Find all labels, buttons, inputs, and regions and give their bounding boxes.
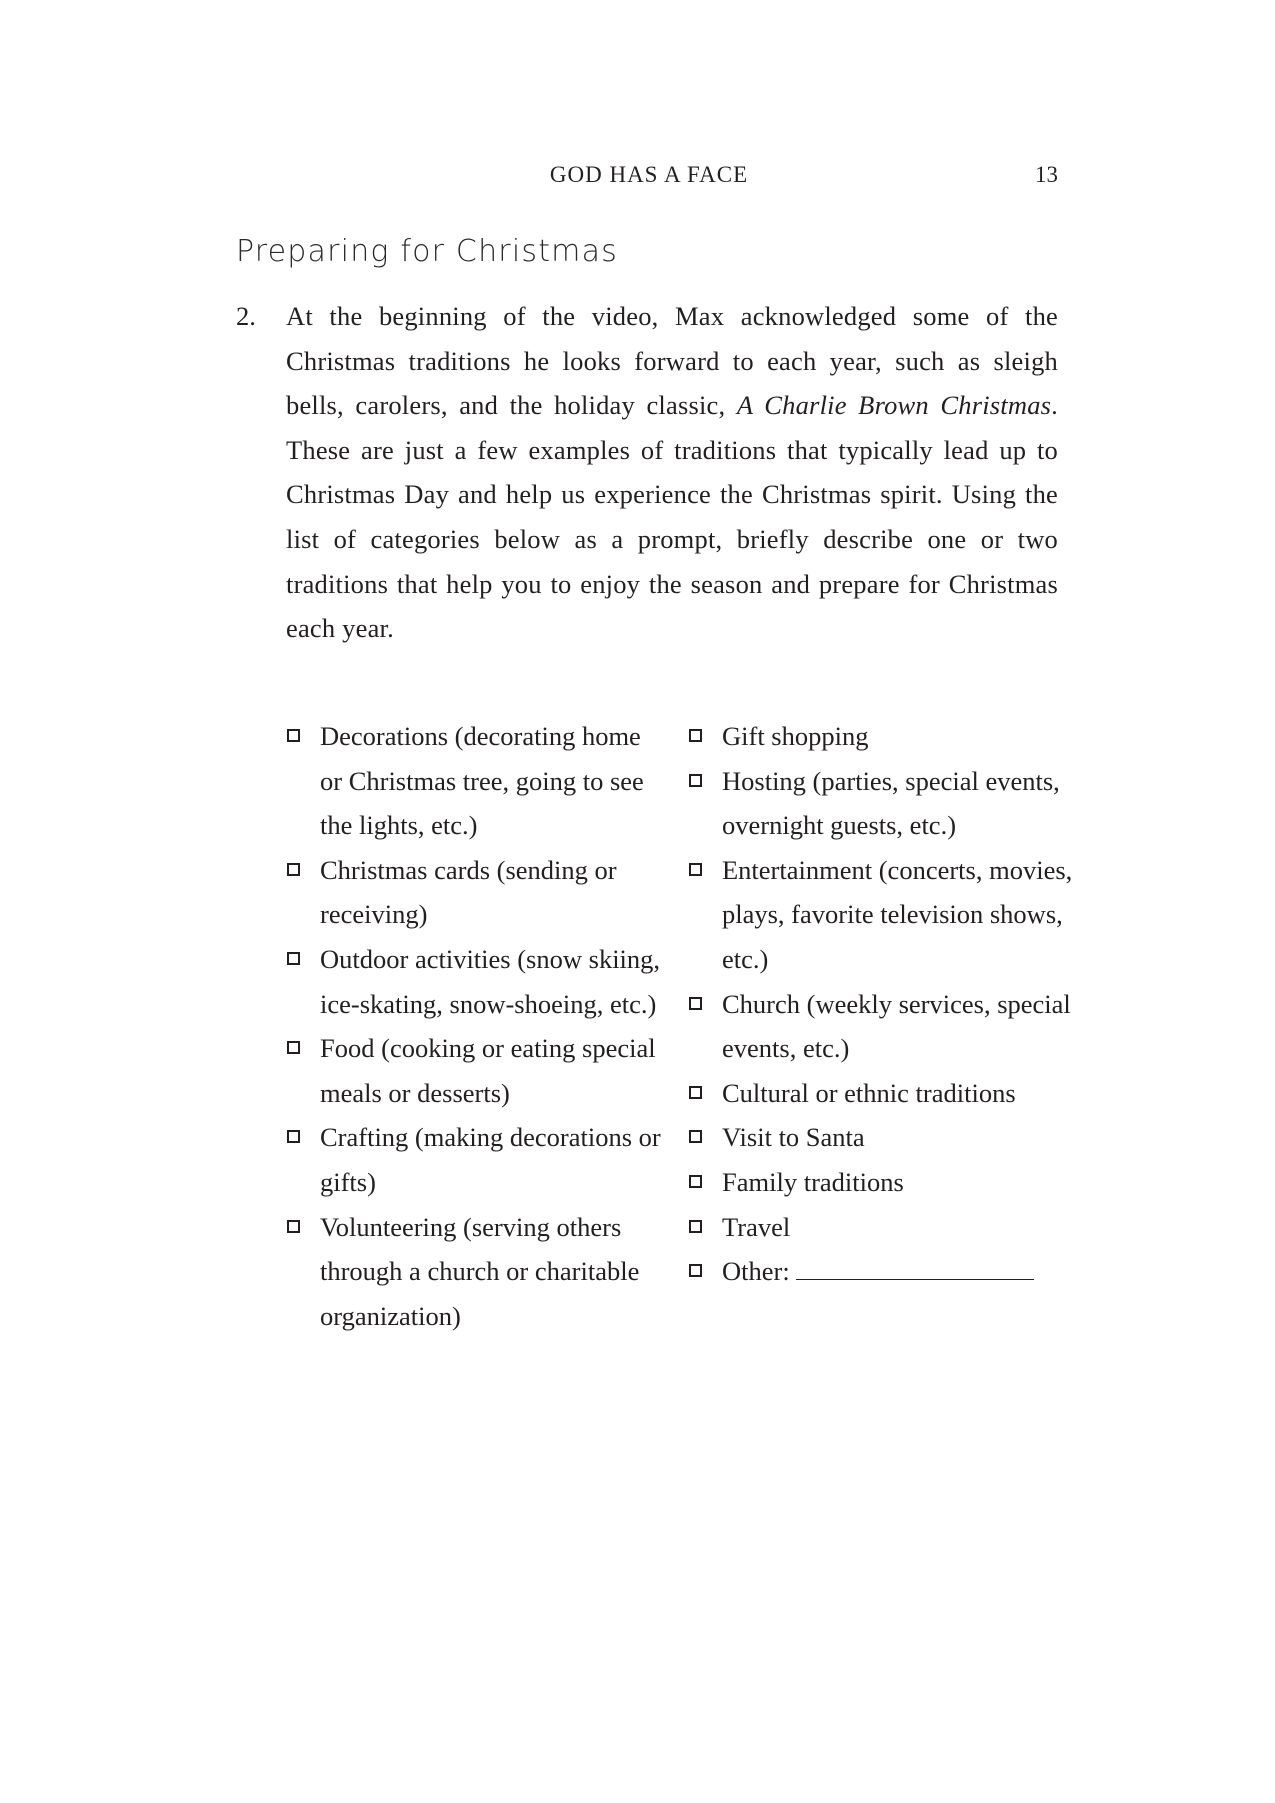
checklist-item[interactable]: [686, 714, 1086, 759]
checklist-item[interactable]: [686, 982, 1086, 1071]
checklist-item-label: Decorations (decorating home or Christmas tree, going to see the lights, etc.): [320, 721, 644, 841]
running-head: [240, 162, 1058, 198]
checklist-item[interactable]: [284, 937, 664, 1026]
checkbox-icon[interactable]: [689, 1175, 702, 1188]
checklist-item[interactable]: [284, 1115, 664, 1204]
checklist-item[interactable]: [686, 1115, 1086, 1160]
question-2: [236, 294, 1058, 651]
checklist-item-label: Family traditions: [722, 1166, 904, 1197]
checklist-item[interactable]: [284, 1205, 664, 1339]
checkbox-icon[interactable]: [689, 1086, 702, 1099]
checklist-item-label: Christmas cards (sending or receiving): [320, 854, 617, 930]
checklist-item[interactable]: [284, 1026, 664, 1115]
checkbox-icon[interactable]: [689, 863, 702, 876]
checklist-item[interactable]: [284, 714, 664, 848]
checkbox-icon[interactable]: [287, 1130, 300, 1143]
checklist-item-label: Travel: [722, 1211, 791, 1242]
checkbox-icon[interactable]: [689, 729, 702, 742]
checklist-item-label: Hosting (parties, special events, overnight guests, etc.): [722, 765, 1060, 841]
checklist-item-label: Other:: [722, 1256, 790, 1287]
checklist-item-label: Outdoor activities (snow skiing, ice-skating, snow-shoeing, etc.): [320, 943, 661, 1019]
checkbox-icon[interactable]: [287, 863, 300, 876]
question-text-part-2: . These are just a few examples of traditions that typically lead up to Christmas Day and help us experience the Christmas spirit. Using the list of categories below as a prompt, briefly describe one or two traditions that help you to enjoy the season and prepare for Christmas each year.: [286, 390, 1058, 644]
checkbox-icon[interactable]: [287, 1220, 300, 1233]
running-title: GOD HAS A FACE: [549, 162, 749, 187]
question-number: 2.: [236, 301, 256, 331]
question-text: [286, 294, 1058, 651]
checklist-item-label: Crafting (making decorations or gifts): [320, 1122, 661, 1197]
checkbox-icon[interactable]: [689, 1220, 702, 1233]
fill-in-blank-line[interactable]: [796, 1251, 1034, 1280]
checklist-item-label: Volunteering (serving others through a church or charitable organization): [320, 1211, 640, 1331]
checkbox-icon[interactable]: [689, 1130, 702, 1143]
section-heading: Preparing for Christmas: [236, 234, 618, 269]
italic-title: A Charlie Brown Christmas: [736, 390, 1052, 421]
checklist-right-column: [686, 714, 1086, 1294]
checklist-left-column: [284, 714, 664, 1338]
checkbox-icon[interactable]: [689, 997, 702, 1010]
checklist-item-label: Food (cooking or eating special meals or desserts): [320, 1033, 656, 1108]
checkbox-icon[interactable]: [287, 729, 300, 742]
checkbox-icon[interactable]: [689, 774, 702, 787]
checklist-item-label: Gift shopping: [722, 721, 869, 751]
checkbox-icon[interactable]: [287, 952, 300, 965]
checkbox-icon[interactable]: [689, 1264, 702, 1277]
question-text-part-1: At the beginning of the video, Max acknowledged some of the Christmas traditions he looks forward to each year, such as sleigh bells, carolers, and the holiday classic,: [286, 301, 1058, 421]
checklist-item-label: Entertainment (concerts, movies, plays, favorite television shows, etc.): [722, 854, 1073, 974]
checklist-item-label: Cultural or ethnic traditions: [722, 1077, 1016, 1108]
checklist-item[interactable]: [686, 1071, 1086, 1116]
checklist-item[interactable]: [686, 759, 1086, 848]
checklist-item[interactable]: [284, 848, 664, 937]
checklist-item[interactable]: [686, 1205, 1086, 1250]
checklist-item[interactable]: [686, 1160, 1086, 1205]
checklist-item-label: Church (weekly services, special events, etc.): [722, 988, 1071, 1064]
page-number: 13: [1035, 162, 1058, 187]
checklist-item-label: Visit to Santa: [722, 1122, 865, 1153]
checklist-item-other[interactable]: [686, 1249, 1086, 1294]
checklist-item[interactable]: [686, 848, 1086, 982]
checkbox-icon[interactable]: [287, 1041, 300, 1054]
